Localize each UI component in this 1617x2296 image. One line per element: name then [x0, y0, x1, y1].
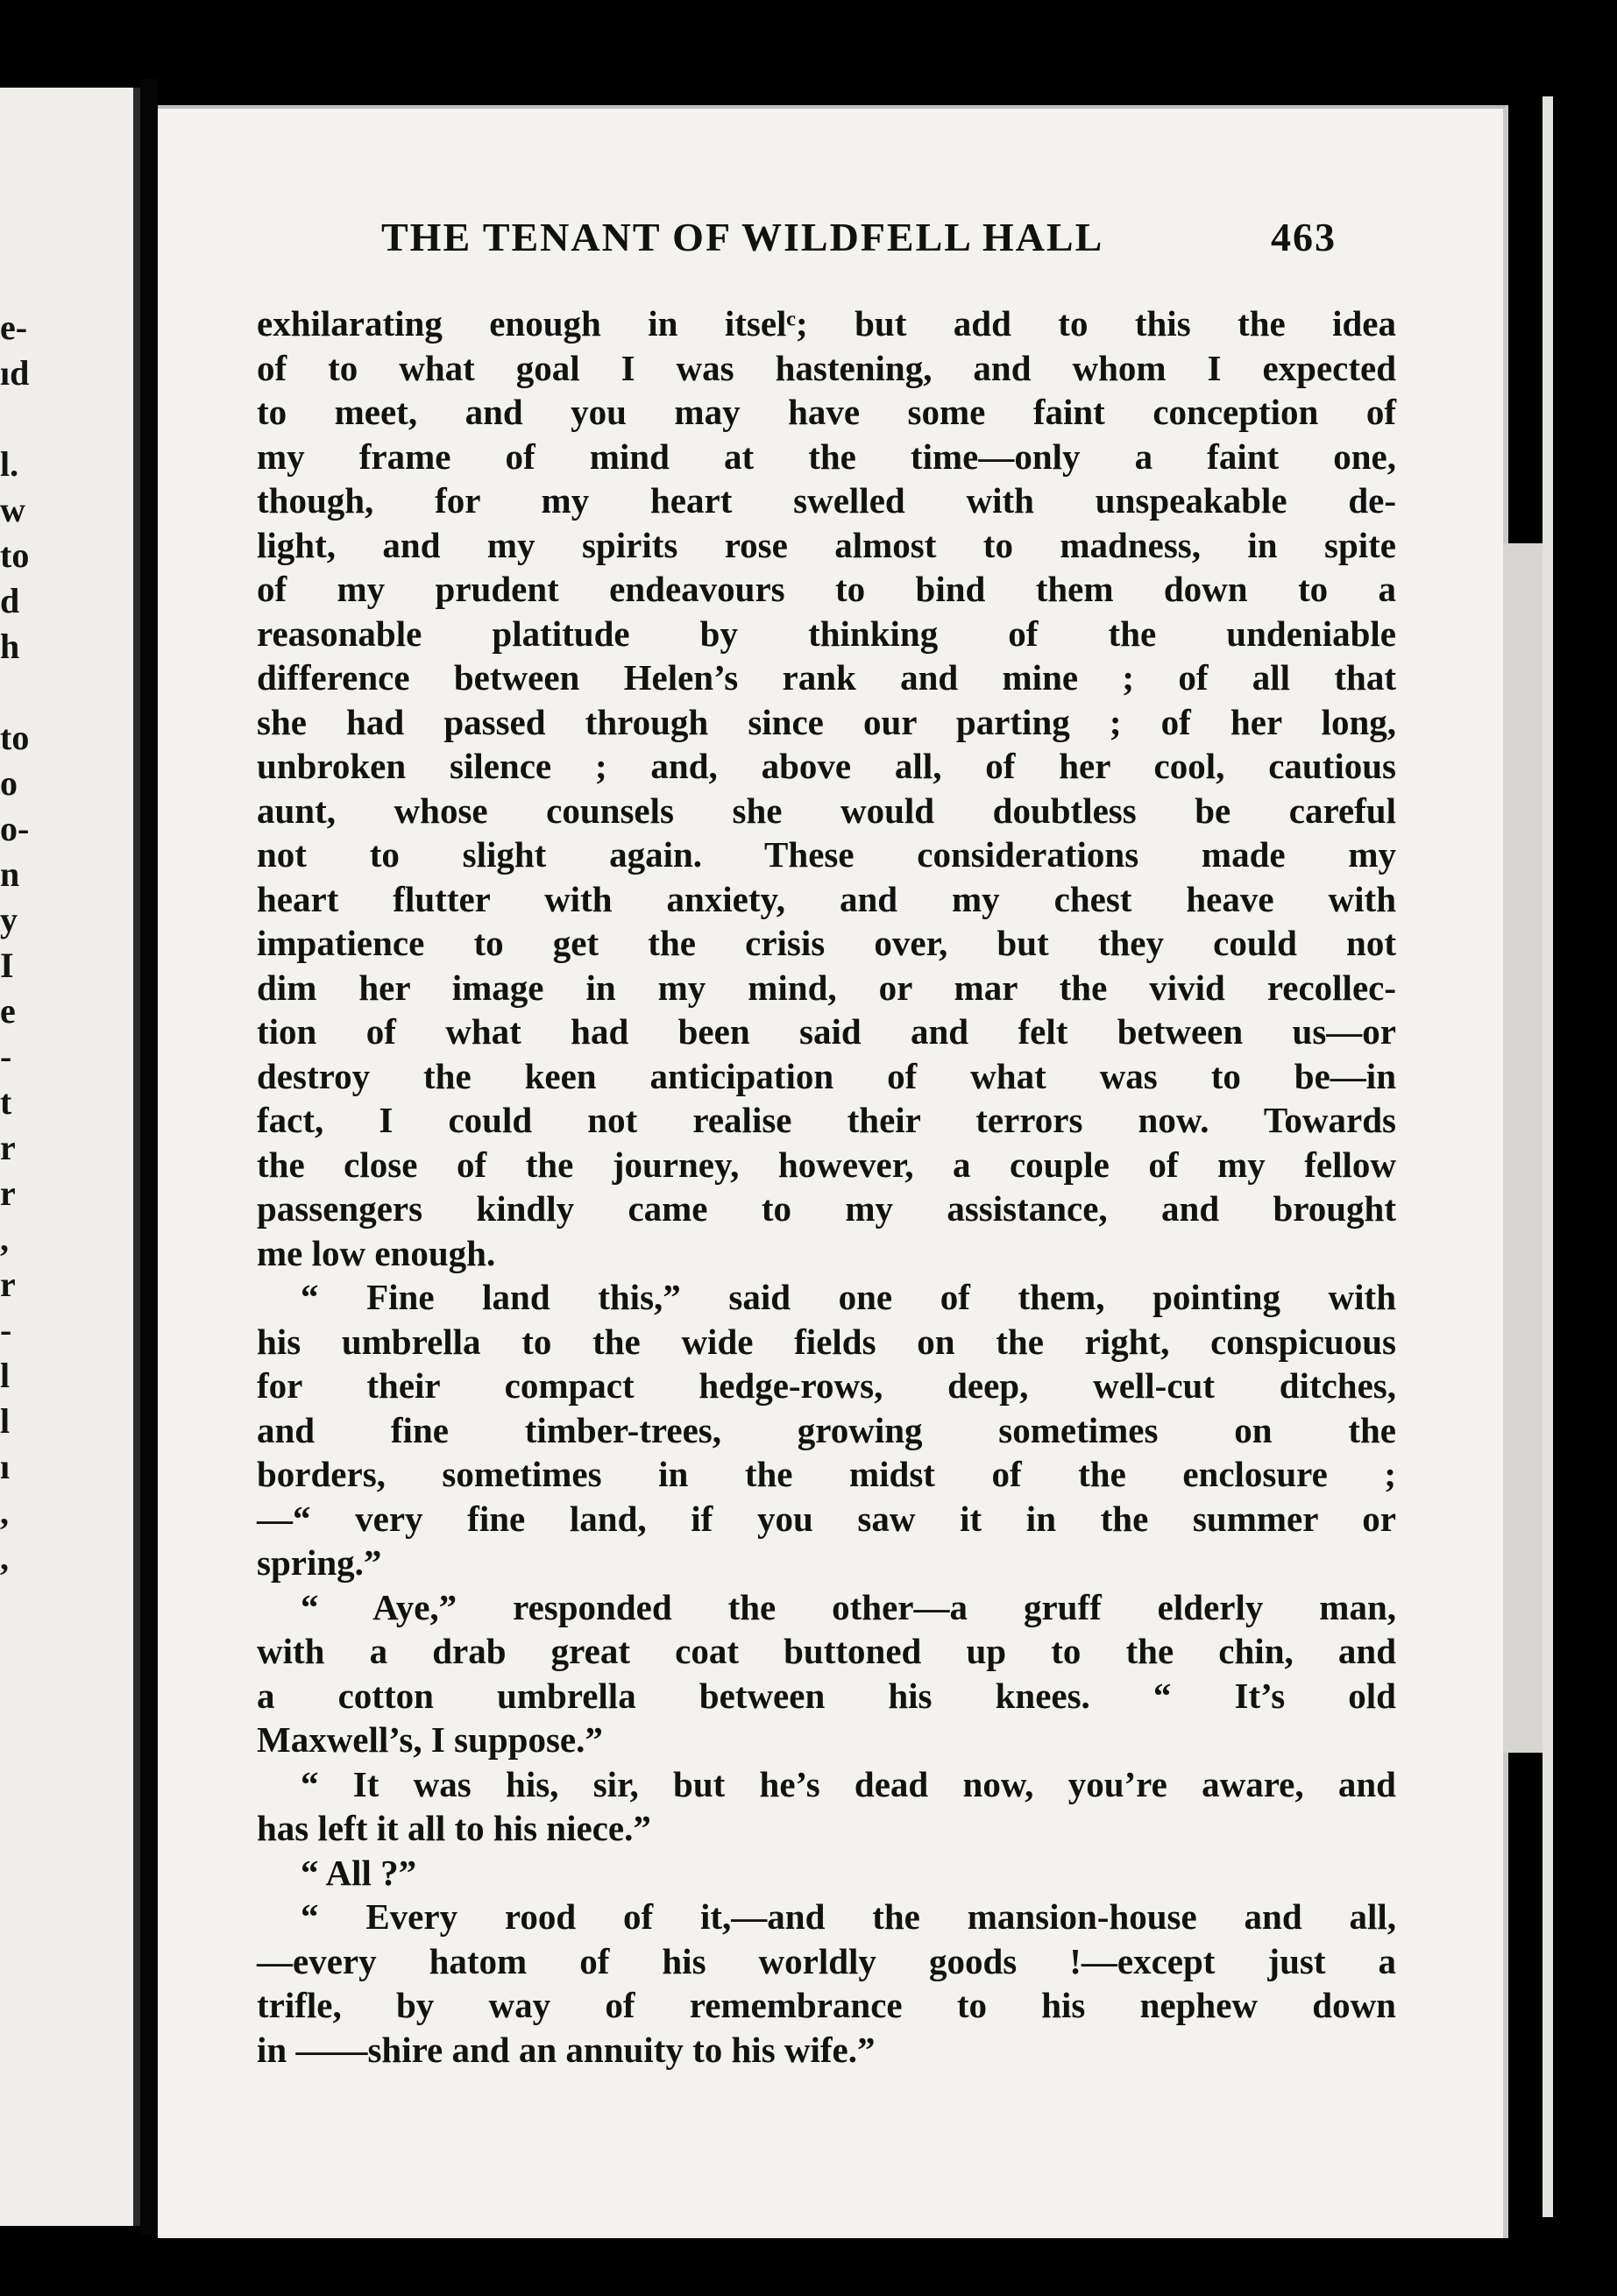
body-text — [257, 301, 1396, 2072]
left-margin-fragment: r — [0, 1173, 16, 1213]
left-margin-fragment: ı — [0, 1447, 11, 1486]
left-margin-fragment: o — [0, 763, 18, 803]
text-line: “ Aye,” responded the other—a gruff elderly man, — [301, 1586, 1396, 1627]
text-line: borders, sometimes in the midst of the enclosure ; — [257, 1454, 1396, 1494]
left-margin-fragment — [0, 670, 70, 715]
book-gutter — [140, 79, 158, 2235]
text-line: “ It was his, sir, but he’s dead now, you’re aware, and — [301, 1763, 1396, 1804]
left-margin-fragment: d — [0, 581, 20, 620]
left-margin-fragment: l — [0, 1356, 11, 1395]
text-line: aunt, whose counsels she would doubtless be careful — [257, 790, 1396, 831]
text-line: his umbrella to the wide fields on the right, conspicuous — [257, 1321, 1396, 1362]
text-line: in ——shire and an annuity to his wife.” — [257, 2029, 876, 2070]
text-line: my frame of mind at the time—only a faint one, — [257, 436, 1396, 477]
text-line: the close of the journey, however, a couple of my fellow — [257, 1144, 1396, 1185]
left-margin-fragment: l — [0, 1401, 11, 1441]
text-line: heart flutter with anxiety, and my chest heave with — [257, 878, 1396, 919]
left-margin-fragment: ıd — [0, 353, 30, 393]
left-margin-fragment: , — [0, 1219, 9, 1258]
text-line: me low enough. — [257, 1232, 496, 1273]
left-margin-fragment: e- — [0, 308, 28, 347]
text-line: dim her image in my mind, or mar the vivid recollec- — [257, 967, 1396, 1008]
text-line: “ All ?” — [301, 1852, 417, 1893]
text-line: —every hatom of his worldly goods !—except just a — [257, 1940, 1396, 1981]
page-number: 463 — [1271, 215, 1337, 259]
text-line: spring.” — [257, 1542, 382, 1583]
left-margin-fragment: , — [0, 1538, 9, 1577]
text-line: not to slight again. These considerations made my — [257, 834, 1396, 875]
text-line: of to what goal I was hastening, and whom I expected — [257, 347, 1396, 388]
text-line: and fine timber-trees, growing sometimes on the — [257, 1409, 1396, 1450]
right-page — [158, 105, 1508, 2238]
text-line: fact, I could not realise their terrors now. Towards — [257, 1100, 1396, 1140]
left-margin-fragment: - — [0, 1310, 12, 1350]
text-line: Maxwell’s, I suppose.” — [257, 1719, 603, 1760]
text-line: destroy the keen anticipation of what was to be—in — [257, 1055, 1396, 1096]
text-line: of my prudent endeavours to bind them down to a — [257, 569, 1396, 609]
left-margin-fragment: to — [0, 535, 30, 575]
left-margin-fragment: w — [0, 490, 25, 529]
text-line: with a drab great coat buttoned up to the chin, and — [257, 1631, 1396, 1671]
left-page-margin-text — [0, 305, 70, 1581]
running-head — [158, 214, 1337, 284]
left-page — [0, 88, 140, 2226]
text-line: difference between Helen’s rank and mine ; of all that — [257, 657, 1396, 698]
left-margin-fragment: , — [0, 1492, 9, 1532]
left-margin-fragment: h — [0, 627, 20, 666]
text-line: though, for my heart swelled with unspeakable de- — [257, 480, 1396, 521]
left-margin-fragment: to — [0, 718, 30, 757]
left-margin-fragment: o- — [0, 809, 30, 848]
text-line: she had passed through since our parting ; of her long, — [257, 701, 1396, 742]
left-margin-fragment: y — [0, 900, 18, 939]
text-line: exhilarating enough in itselᶜ; but add to this the idea — [257, 303, 1396, 344]
text-line: has left it all to his niece.” — [257, 1808, 651, 1848]
text-line: tion of what had been said and felt between us—or — [257, 1011, 1396, 1052]
left-margin-fragment: e — [0, 991, 16, 1031]
page-edge-strip-outer — [1543, 96, 1553, 2217]
text-line: impatience to get the crisis over, but they could not — [257, 923, 1396, 963]
left-page-edge — [133, 88, 140, 2226]
left-margin-fragment: r — [0, 1128, 16, 1167]
text-line: to meet, and you may have some faint conception of — [257, 392, 1396, 432]
left-margin-fragment: I — [0, 946, 14, 985]
left-margin-fragment: t — [0, 1082, 12, 1122]
text-line: —“ very fine land, if you saw it in the summer or — [257, 1498, 1396, 1539]
text-line: trifle, by way of remembrance to his nephew down — [257, 1985, 1396, 2025]
left-margin-fragment — [0, 396, 70, 442]
text-line: light, and my spirits rose almost to madness, in spite — [257, 524, 1396, 565]
text-line: “ Every rood of it,—and the mansion-house and all, — [301, 1896, 1396, 1937]
left-margin-fragment: r — [0, 1265, 16, 1304]
page-edge-strip — [1503, 543, 1543, 1753]
text-line: passengers kindly came to my assistance, and brought — [257, 1188, 1396, 1229]
text-line: for their compact hedge-rows, deep, well-cut ditches, — [257, 1365, 1396, 1406]
text-line: unbroken silence ; and, above all, of her cool, cautious — [257, 746, 1396, 786]
left-margin-fragment: n — [0, 854, 20, 894]
left-margin-fragment: - — [0, 1037, 12, 1076]
text-line: reasonable platitude by thinking of the undeniable — [257, 613, 1396, 654]
left-margin-fragment: l. — [0, 444, 19, 484]
text-line: “ Fine land this,” said one of them, pointing with — [301, 1277, 1396, 1317]
running-title: THE TENANT OF WILDFELL HALL — [381, 215, 1104, 259]
text-line: a cotton umbrella between his knees. “ It’s old — [257, 1675, 1396, 1716]
